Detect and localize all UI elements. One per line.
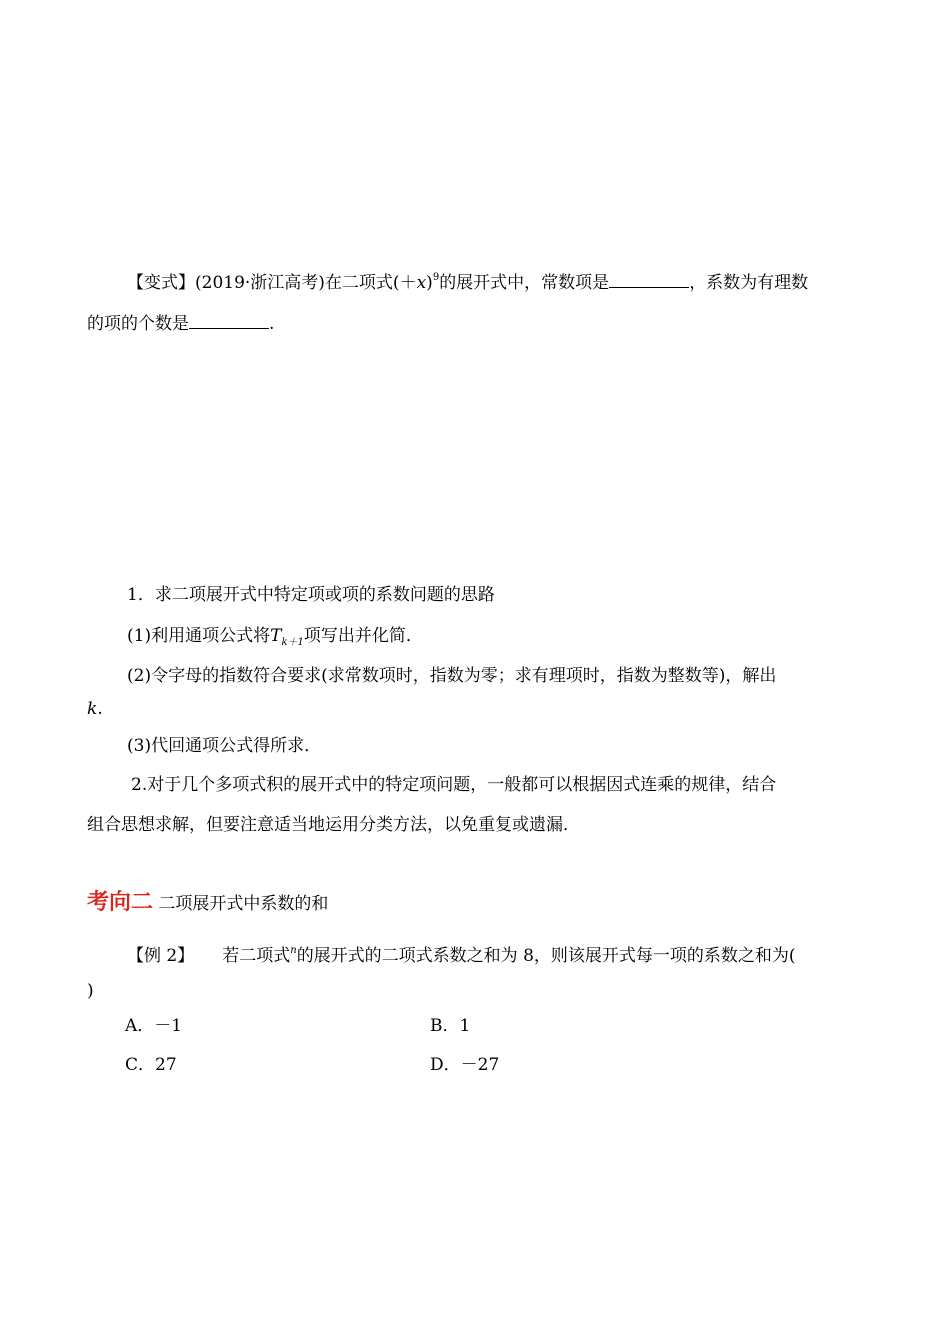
note-sub1-text-b: 项写出并化简． (303, 626, 423, 646)
example2-line-1 (127, 944, 796, 971)
variant-line-1 (127, 269, 808, 298)
variant-plus: ＋ (399, 273, 417, 293)
variant-source: (2019·浙江高考) (195, 273, 325, 293)
option-d-label: D． (430, 1055, 461, 1075)
option-c-label: C． (125, 1055, 156, 1075)
section-title-rest: 二项展开式中系数的和 (158, 894, 329, 914)
note-sub2-period: . (97, 699, 103, 719)
option-a-label: A． (125, 1016, 155, 1036)
variant-text-c: ，系数为有理数 (689, 273, 809, 293)
note-sub-3: (3)代回通项公式得所求． (127, 736, 322, 756)
variant-text-b: 的展开式中，常数项是 (439, 273, 610, 293)
section-title-red: 考向二 (87, 889, 154, 915)
note-item-2-line-1: 2.对于几个多项式积的展开式中的特定项问题，一般都可以根据因式连乘的规律，结合 (131, 775, 777, 795)
section-heading (87, 887, 328, 919)
variant-text-a: 在二项式( (324, 273, 400, 293)
option-a-value: －1 (154, 1016, 183, 1036)
variant-close-paren: ) (426, 273, 433, 293)
example2-line-2: ) (87, 981, 94, 1001)
variant-period: . (269, 314, 275, 334)
example2-text-a: 若二项式 (222, 946, 291, 966)
note-sub1-text-a: (1)利用通项公式将 (127, 626, 271, 646)
note-sub-2-line-2 (87, 697, 103, 721)
option-d-value: －27 (460, 1055, 500, 1075)
variant-tag: 【变式】 (127, 273, 195, 293)
option-c[interactable] (125, 1053, 177, 1077)
answer-blank-2[interactable] (189, 310, 269, 329)
note-sub-2-line-1: (2)令字母的指数符合要求(求常数项时，指数为零；求有理项时，指数为整数等)，解出 (127, 666, 777, 686)
variant-line2-text: 的项的个数是 (87, 314, 189, 334)
note-sub1-subscript: k＋1 (281, 637, 304, 648)
option-b[interactable] (430, 1014, 470, 1038)
example2-sup-n: n (290, 945, 297, 956)
note-item-1: 1．求二项展开式中特定项或项的系数问题的思路 (127, 585, 495, 605)
note-item-2-line-2: 组合思想求解，但要注意适当地运用分类方法，以免重复或遗漏． (87, 815, 580, 835)
option-c-value: 27 (155, 1055, 177, 1075)
option-b-value: 1 (459, 1016, 471, 1036)
option-b-label: B． (430, 1016, 460, 1036)
note-sub1-T: T (270, 626, 282, 646)
variant-x: x (416, 273, 427, 293)
note-sub-1 (127, 624, 423, 651)
variant-line-2 (87, 310, 274, 336)
answer-blank-1[interactable] (609, 269, 689, 288)
option-d[interactable] (430, 1053, 499, 1077)
variant-exponent: 9 (432, 272, 440, 283)
example2-text-b: 的展开式的二项式系数之和为 8，则该展开式每一项的系数之和为( (296, 946, 796, 966)
example2-tag: 【例 2】 (127, 946, 195, 966)
note-sub2-k: k (87, 699, 98, 719)
option-a[interactable] (125, 1014, 182, 1038)
